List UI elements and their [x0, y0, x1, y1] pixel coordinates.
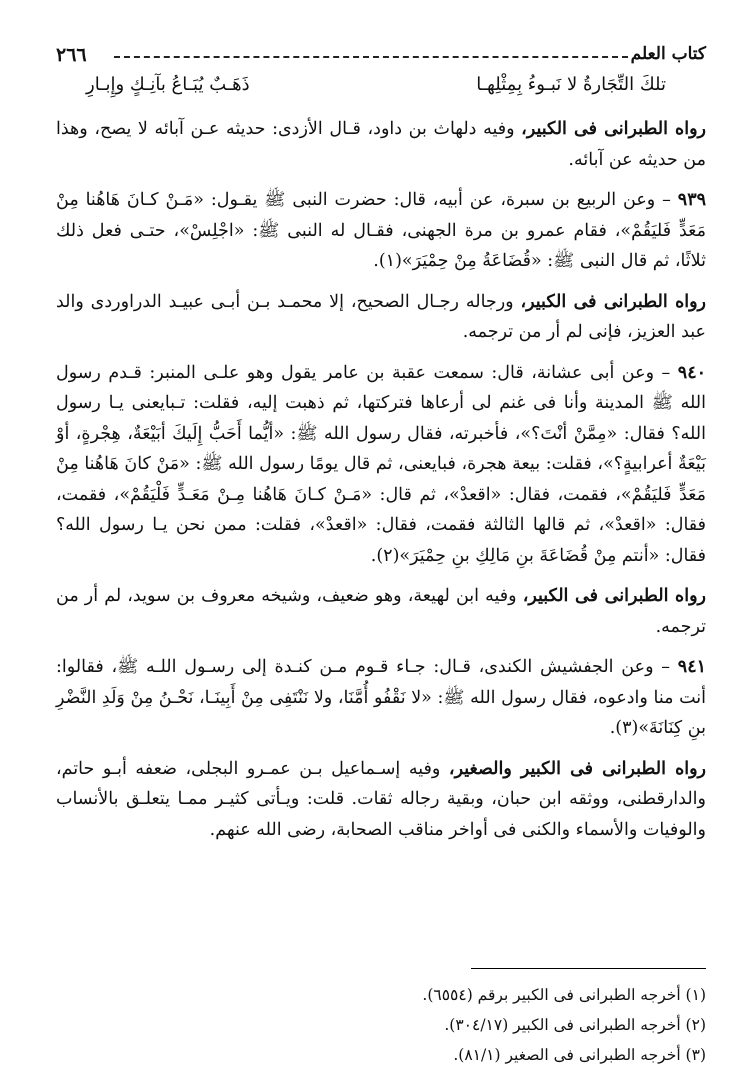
footnote-1: (١) أخرجه الطبرانى فى الكبير برقم (٦٥٥٤). [422, 986, 706, 1004]
paragraph-text: – وعن أبى عشانة، قال: سمعت عقبة بن عامر يقول وهو علـى المنبر: قـدم رسول الله ﷺ المدينة وأنا فى غنم لى أرعاها فتركتها، ثم ذهبت إليه، فقلت: تـبايعنى يـا رسول الله؟ فقال: «مِمَّنْ أنْتَ؟»، فأخبرته، فقال رسول الله ﷺ: «أيُّما أَحَبُّ إِلَيكَ أبَيْعَةٌ، هِجْرةٍ، أوْ بَيْعَةٌ أعرابيةٍ؟»، فقلت: بيعة هجرة، فبايعنى، ثم قال يومًا رسول الله ﷺ: «مَنْ كانَ هَاهُنا مِنْ مَعَدٍّ فَليَقُمْ»، فقمت، فقال: «اقعدْ»، ثم قال: «مَـنْ كـانَ هَاهُنا مِـنْ مَعَـدٍّ فَلْيَقُمْ»، فقمت، فقال: «اقعدْ»، ثم قالها الثالثة فقمت، فقال: «اقعدْ»، فقلت: ممن نحن يـا رسول الله؟ فقال: «أنتم مِنْ قُضَاعَةَ بنِ مَالِكِ بنِ حِمْيَرَ»(٢). [56, 362, 706, 566]
footnotes [56, 980, 706, 1070]
running-header [56, 44, 706, 70]
paragraph-text: ورجاله رجـال الصحيح، إلا محمـد بـن أبـى عبيـد الدراوردى والد عبد العزيز، فإنى لم أر من ترجمه. [56, 291, 706, 342]
hadith-paragraph [56, 185, 706, 277]
paragraph-text: – وعن الربيع بن سبرة، عن أبيه، قال: حضرت النبى ﷺ يقـول: «مَـنْ كـانَ هَاهُنا مِنْ مَعَدٍّ فَليَقُمْ»، فقام عمرو بن مرة الجهنى، فقـال له النبى ﷺ: «اجْلِسْ»، حتـى فعل ذلك ثلاثًا، ثم قال النبى ﷺ: «قُضَاعَةُ مِنْ حِمْيَرَ»(١). [56, 190, 706, 271]
verse-second-hemistich: ذَهَـبٌ يُبَـاعُ بآنِـكٍ وإِبـارِ [86, 74, 250, 95]
source-attribution: رواه الطبرانى فى الكبير، [522, 586, 706, 606]
poetry-verse [86, 74, 666, 108]
book-title: كتاب العلم [630, 44, 706, 64]
paragraph-text: – وعن الجفشيش الكندى، قـال: جـاء قـوم مـن كنـدة إلى رسـول اللـه ﷺ، فقالوا: أنت منا وادعوه، فقال رسول الله ﷺ: «لا نَقْفُو أُمَّنَا، ولا نَنْتَفِى مِنْ أَبِينَـا، نَحْـنُ مِنْ وَلَدِ النَّضْرِ بنِ كِنَانَةَ»(٣). [56, 657, 706, 738]
document-page [56, 30, 706, 1080]
hadith-paragraph [56, 358, 706, 572]
paragraph-text: وفيه ابن لهيعة، وهو ضعيف، وشيخه معروف بن سويد، لم أر من ترجمه. [56, 586, 706, 637]
paragraph-text: وفيه دلهاث بن داود، قـال الأزدى: حديثه عـن آبائه لا يصح، وهذا من حديثه عن آبائه. [56, 119, 706, 170]
hadith-number: ٩٤٠ [677, 362, 706, 383]
hadith-number: ٩٤١ [677, 657, 706, 677]
verse-first-hemistich: تلكَ التِّجَارةُ لا نَبـوءُ بِمِثْلِهـا [476, 74, 666, 95]
footnote-3: (٣) أخرجه الطبرانى فى الصغير (٨١/١). [453, 1046, 706, 1064]
paragraph [56, 581, 706, 642]
footnote-separator [471, 968, 706, 969]
footnote-2: (٢) أخرجه الطبرانى فى الكبير (٣٠٤/١٧). [444, 1016, 706, 1034]
header-rule [114, 56, 628, 58]
hadith-number: ٩٣٩ [677, 190, 706, 210]
paragraph [56, 287, 706, 348]
source-attribution: رواه الطبرانى فى الكبير، [521, 119, 706, 139]
paragraph [56, 114, 706, 175]
main-text [56, 114, 706, 855]
paragraph-text: وفيه إسـماعيل بـن عمـرو البجلى، ضعفه أبـو حاتم، والدارقطنى، ووثقه ابن حبان، وبقية رجاله ثقات. قلت: ويـأتى كثيـر ممـا يتعلـق بالأنساب والوفيات والأسماء والكنى فى أواخر مناقب الصحابة، رضى الله عنهم. [56, 758, 706, 840]
paragraph [56, 754, 706, 846]
hadith-paragraph [56, 652, 706, 744]
source-attribution: رواه الطبرانى فى الكبير والصغير، [448, 758, 706, 779]
source-attribution: رواه الطبرانى فى الكبير، [520, 291, 706, 312]
page-number: ٢٦٦ [56, 44, 87, 66]
